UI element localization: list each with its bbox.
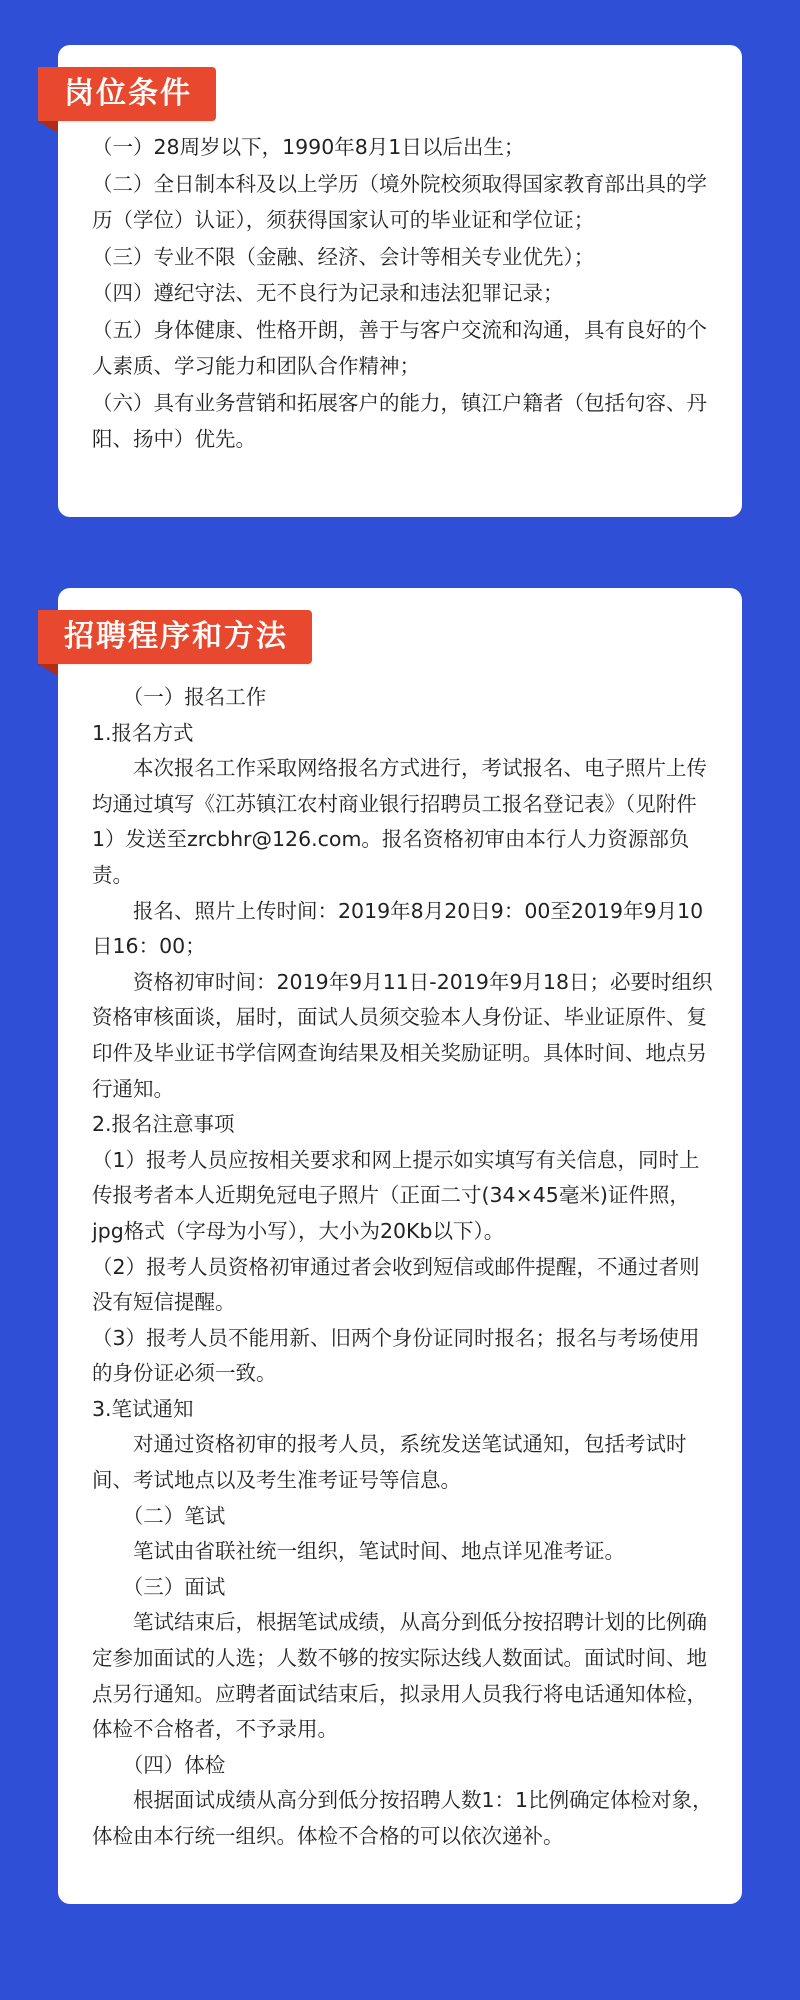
recruitment-procedure-card [58,588,742,1904]
paragraph: 报名、照片上传时间：2019年8月20日9：00至2019年9月10日16：00； [92,898,704,959]
section-title-tag [38,610,312,664]
requirement-item: （五）身体健康、性格开朗，善于与客户交流和沟通，具有良好的个人素质、学习能力和团队合作精神； [92,317,707,378]
requirement-item: （四）遵纪守法、无不良行为记录和违法犯罪记录； [92,281,564,305]
paragraph: （1）报考人员应按相关要求和网上提示如实填写有关信息，同时上传报考者本人近期免冠电子照片（正面二寸(34×45毫米)证件照，jpg格式（字母为小写），大小为20Kb以下）。 [92,1147,700,1243]
paragraph: 笔试结束后，根据笔试成绩，从高分到低分按招聘计划的比例确定参加面试的人选；人数不够的按实际达线人数面试。面试时间、地点另行通知。应聘者面试结束后，拟录用人员我行将电话通知体检，体检不合格者，不予录用。 [92,1610,707,1742]
ribbon-fold [38,664,58,676]
requirement-item: （三）专业不限（金融、经济、会计等相关专业优先）； [92,244,595,269]
paragraph: 本次报名工作采取网络报名方式进行，考试报名、电子照片上传均通过填写《江苏镇江农村商业银行招聘员工报名登记表》（见附件1）发送至zrcbhr@126.com。报名资格初审由本行人力资源部负责。 [92,756,707,887]
subsection-heading: （四）体检 [122,1752,226,1777]
requirement-item: （二）全日制本科及以上学历（境外院校须取得国家教育部出具的学历（学位）认证），须获得国家认可的毕业证和学位证； [92,171,707,232]
paragraph: 笔试由省联社统一组织，笔试时间、地点详见准考证。 [133,1539,625,1564]
paragraph: 根据面试成绩从高分到低分按招聘人数1：1比例确定体检对象，体检由本行统一组织。体检不合格的可以依次递补。 [92,1788,713,1848]
paragraph: 资格初审时间：2019年9月11日-2019年9月18日；必要时组织资格审核面谈，届时，面试人员须交验本人身份证、毕业证原件、复印件及毕业证书学信网查询结果及相关奖励证明。具体时间、地点另行通知。 [92,969,713,1101]
subsection-heading: （二）笔试 [122,1503,226,1528]
subsection-heading: （一）报名工作 [122,685,267,709]
section-title: 招聘程序和方法 [64,619,288,654]
ribbon-fold [38,121,58,133]
requirement-item: （六）具有业务营销和拓展客户的能力，镇江户籍者（包括句容、丹阳、扬中）优先。 [92,390,707,451]
requirements-list [92,129,718,458]
section-title-tag [38,67,216,121]
requirement-item: （一）28周岁以下，1990年8月1日以后出生； [92,135,525,159]
section-title: 岗位条件 [64,76,192,111]
item-heading: 2.报名注意事项 [92,1112,235,1137]
paragraph: （2）报考人员资格初审通过者会收到短信或邮件提醒，不通过者则没有短信提醒。 [92,1254,700,1315]
paragraph: 对通过资格初审的报考人员，系统发送笔试通知，包括考试时间、考试地点以及考生准考证号等信息。 [92,1432,687,1493]
item-heading: 3.笔试通知 [92,1396,194,1421]
subsection-heading: （三）面试 [122,1574,226,1599]
job-requirements-card [58,45,742,517]
item-heading: 1.报名方式 [92,720,194,745]
paragraph: （3）报考人员不能用新、旧两个身份证同时报名；报名与考场使用的身份证必须一致。 [92,1325,700,1386]
procedure-text [92,680,718,1855]
